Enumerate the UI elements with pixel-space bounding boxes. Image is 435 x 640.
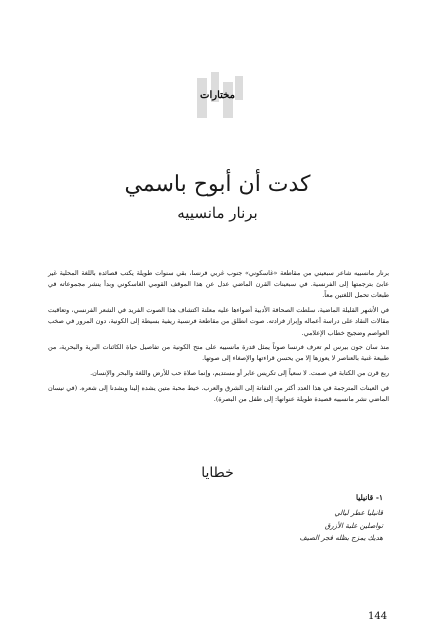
poem-line: هديك يمزج بظله فجر الصيف [299,534,383,542]
article-author: برنار مانسييه [177,204,258,222]
page-number: 144 [368,611,388,622]
body-paragraph: منذ سان جون بيرس لم تعرف فرنسا صوتاً يمثل قدرة مانسييه على متح الكونية من تفاصيل حياة الكائنات البرية والبحرية، من طبيعة غنية بالعناصر لا يعوزها إلا من يحسن قراءتها والإصغاء إلى صوتها. [48,343,389,363]
article-title: كدت أن أبوح باسمي [124,172,311,197]
body-paragraph: في العينات المترجمة في هذا العدد أكثر من التفاتة إلى الشرق والعرب. خيط محبة متين يشده إلينا ويشدنا إلى شعره. (في نيسان الماضي نشر مانسييه قصيدة طويلة عنوانها: إلى طفل من البصرة). [48,383,389,404]
body-paragraph: ربع قرن من الكتابة في صمت. لا سعياً إلى تكريس عابر أو مستديم، وإنما صلاة حب للأرض واللغة والبحر والإنسان. [90,369,389,378]
poem-block [83,493,383,545]
poem-line: قانيليا عطر ليالي [334,509,383,517]
poem-title: ١- قانيليا [355,493,383,502]
body-paragraph: في الأشهر القليلة الماضية، سلطت الصحافة الأدبية أضواءها عليه معلنة اكتشاف هذا الصوت الفريد في الشعر الفرنسي، وتعاقبت مقالات النقاد على دراسة أعماله وإبراز فرادته. صوت انطلق من مقاطعة فرنسية ريفية بسيطة إلى الكونية، دون المرور في صخب العواصم وضجيج خطاب الإعلامي. [48,306,389,337]
poems-heading: خطايا [201,465,234,481]
section-label: مختارات [200,90,235,101]
article-body [48,268,389,409]
body-paragraph: برنار مانسييه شاعر سبعيني من مقاطعة «غاسكوني» جنوب غربي فرنسا، بقي سنوات طويلة يكتب قصائده باللغة المحلية غير عابئ بترجمتها إلى الفرنسية. في سبعينات القرن الماضي عدل عن هذا الموقف القومي الغاسكوني وبدأ ينشر مجموعاته في طبعات تحمل اللغتين معاً. [48,269,389,300]
poem-line: تواصلين علبة الأزرق [324,521,383,530]
